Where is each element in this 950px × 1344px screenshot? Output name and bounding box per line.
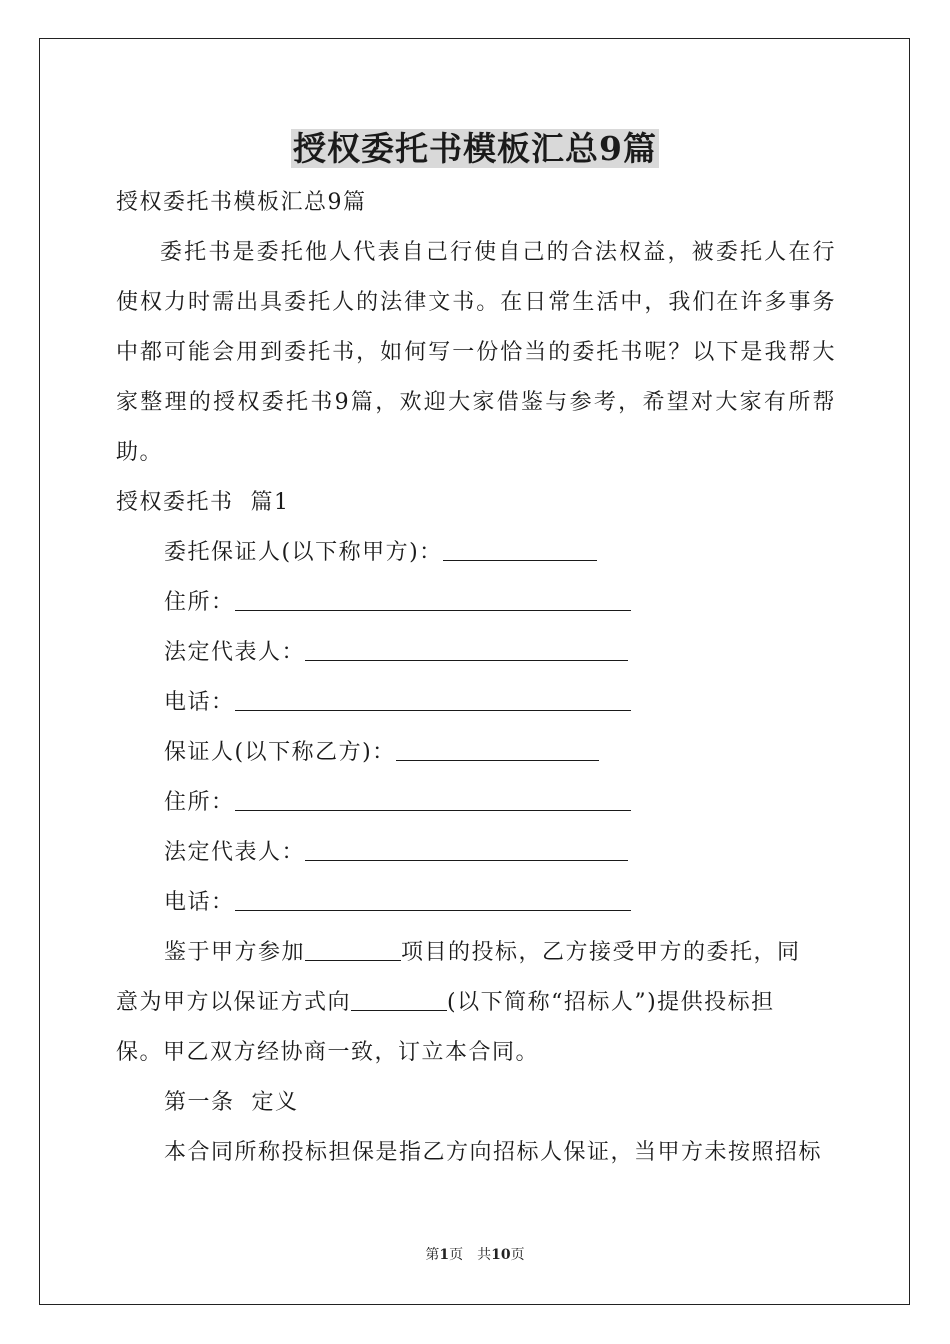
field-label: 保证人(以下称乙方)： — [164, 740, 396, 765]
blank-line — [305, 832, 628, 861]
field-legal-rep — [116, 628, 836, 678]
blank-line — [396, 732, 599, 761]
current-page-number: 1 — [439, 1247, 450, 1263]
field-label: 电话： — [164, 890, 235, 915]
field-label: 住所： — [164, 790, 235, 815]
field-legal-rep — [116, 828, 836, 878]
field-label: 法定代表人： — [164, 840, 306, 865]
field-address — [116, 578, 836, 628]
page-footer: 第1页 共10页 — [425, 1247, 525, 1263]
article-heading: 第一条 定义 — [164, 1090, 299, 1115]
field-guarantor — [116, 728, 836, 778]
blank-line — [443, 532, 597, 561]
field-label: 住所： — [164, 590, 235, 615]
section-heading: 授权委托书 篇1 — [116, 490, 290, 515]
field-label: 法定代表人： — [164, 640, 306, 665]
field-principal — [116, 528, 836, 578]
subtitle-line: 授权委托书模板汇总9篇 — [116, 190, 367, 215]
agreement-line-3: 保。甲乙双方经协商一致，订立本合同。 — [116, 1040, 540, 1065]
blank-line — [305, 932, 401, 961]
article-text: 本合同所称投标担保是指乙方向招标人保证，当甲方未按照招标 — [164, 1140, 823, 1165]
field-label: 电话： — [164, 690, 235, 715]
blank-line — [235, 682, 631, 711]
field-label: 委托保证人(以下称甲方)： — [164, 540, 443, 565]
intro-paragraph: 委托书是委托他人代表自己行使自己的合法权益，被委托人在行使权力时需出具委托人的法律文书。在日常生活中，我们在许多事务中都可能会用到委托书，如何写一份恰当的委托书呢？以下是我帮大家整理的授权委托书9篇，欢迎大家借鉴与参考，希望对大家有所帮助。 — [116, 240, 836, 465]
total-pages-number: 10 — [491, 1247, 511, 1263]
blank-line — [235, 582, 631, 611]
agreement-line-1: 鉴于甲方参加 项目的投标，乙方接受甲方的委托，同 — [116, 928, 836, 978]
document-title: 授权委托书模板汇总9篇 — [293, 129, 657, 168]
field-phone — [116, 678, 836, 728]
blank-line — [235, 882, 631, 911]
field-address — [116, 778, 836, 828]
blank-line — [235, 782, 631, 811]
document-body — [116, 178, 836, 1178]
blank-line — [305, 632, 628, 661]
blank-line — [351, 982, 447, 1011]
agreement-line-2: 意为甲方以保证方式向 (以下简称“招标人”)提供投标担 — [116, 978, 836, 1028]
field-phone — [116, 878, 836, 928]
